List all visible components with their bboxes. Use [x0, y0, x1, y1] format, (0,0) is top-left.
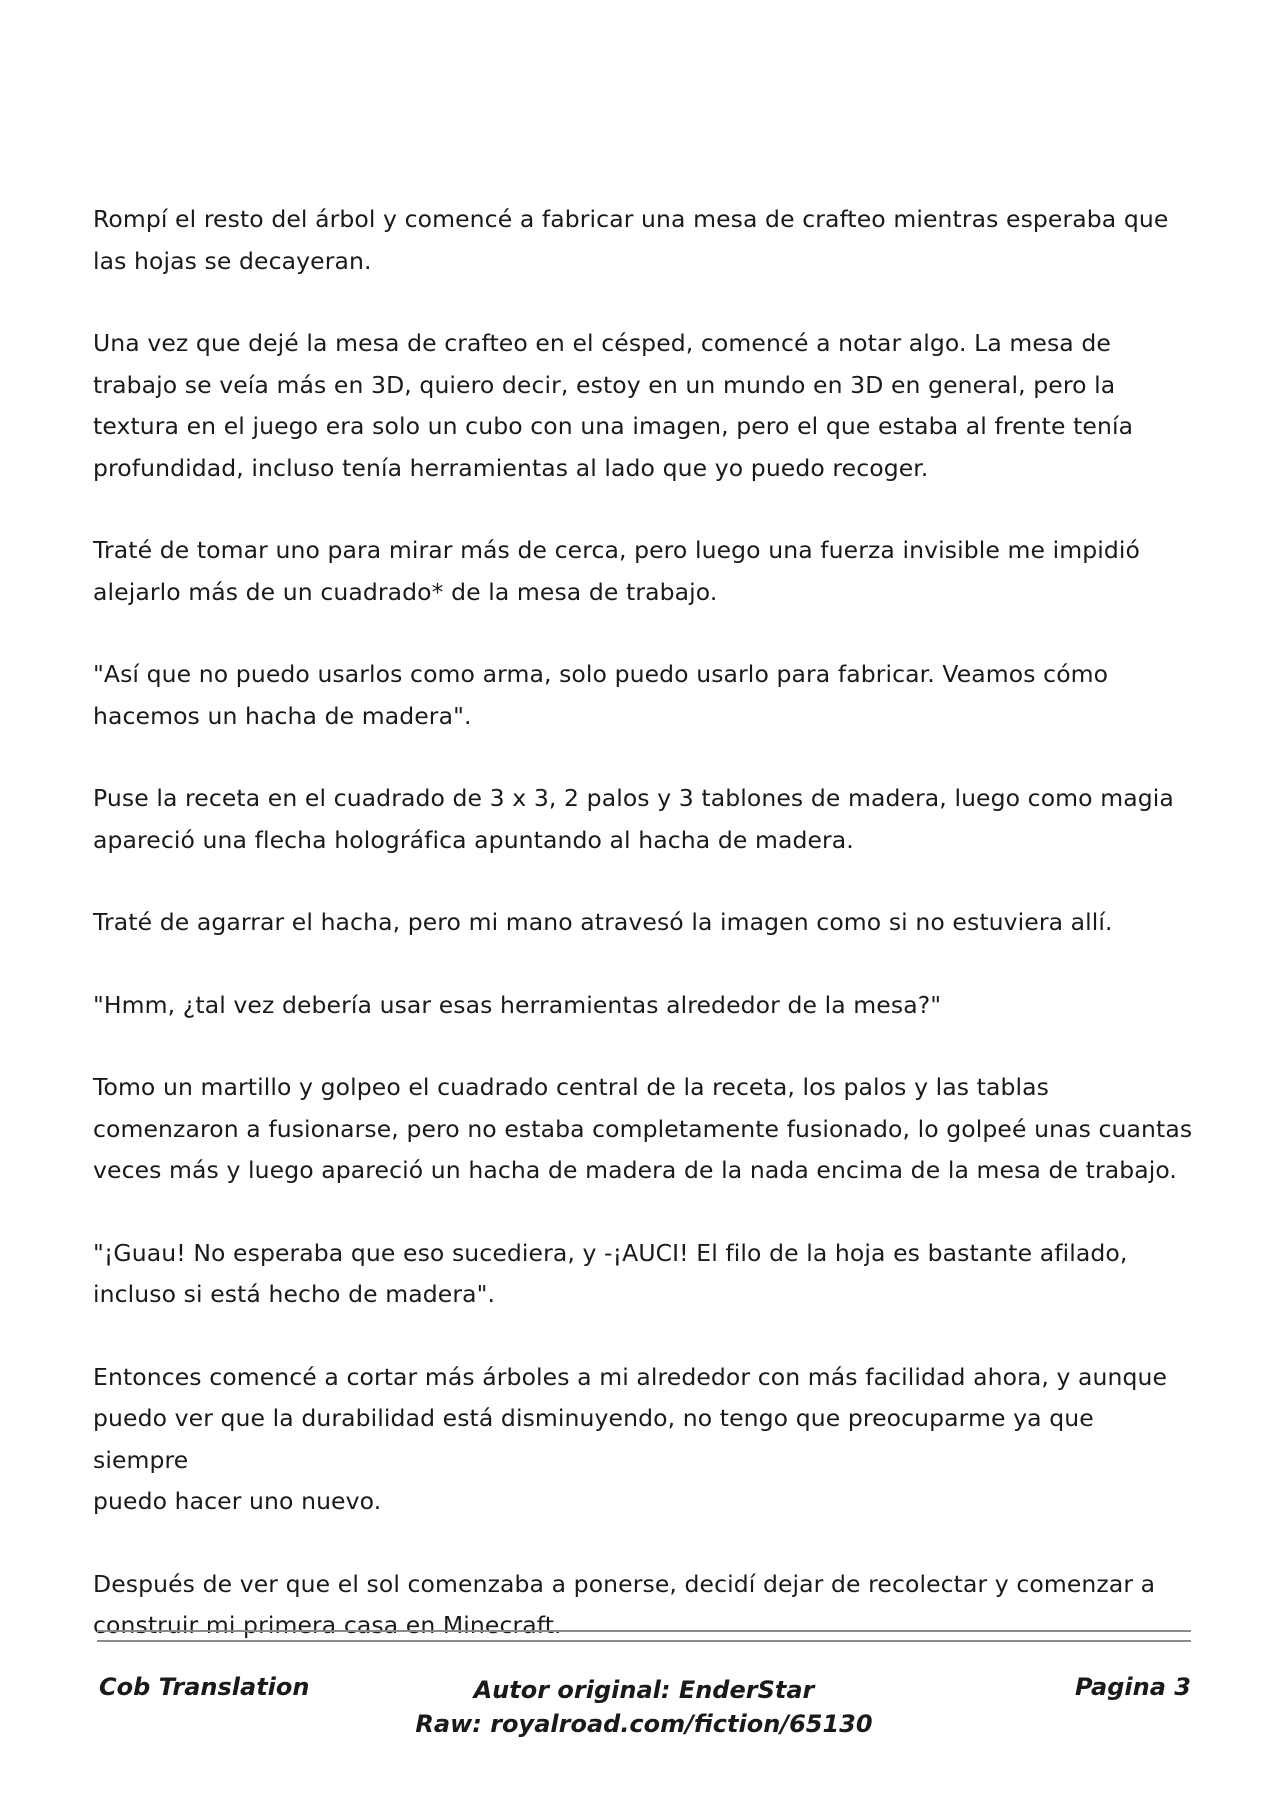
paragraph-10: Entonces comencé a cortar más árboles a mi alrededor con más facilidad ahora, y aunque puedo ver que la durabilidad está disminuyendo, no tengo que preocuparme ya que siempre puedo hacer uno nuevo. — [93, 1362, 1168, 1515]
paragraph-5: Puse la receta en el cuadrado de 3 x 3, 2 palos y 3 tablones de madera, luego como magia apareció una flecha holográfica apuntando al hacha de madera. — [93, 784, 1174, 854]
paragraph-2: Una vez que dejé la mesa de crafteo en el césped, comencé a notar algo. La mesa de trabajo se veía más en 3D, quiero decir, estoy en un mundo en 3D en general, pero la textura en el juego era solo un cubo con una imagen, pero el que estaba al frente tenía profundidad, incluso tenía herramientas al lado que yo puedo recoger. — [93, 329, 1134, 482]
paragraph-4: "Así que no puedo usarlos como arma, solo puedo usarlo para fabricar. Veamos cómo hacemos un hacha de madera". — [93, 660, 1109, 730]
footer-translator: Cob Translation — [99, 1673, 310, 1701]
paragraph-6: Traté de agarrar el hacha, pero mi mano atravesó la imagen como si no estuviera allí. — [93, 908, 1113, 936]
paragraph-3: Traté de tomar uno para mirar más de cerca, pero luego una fuerza invisible me impidió alejarlo más de un cuadrado* de la mesa de trabajo. — [93, 536, 1140, 606]
footer-rule-top — [97, 1630, 1191, 1632]
footer-divider — [97, 1630, 1191, 1642]
footer-rule-bottom — [97, 1640, 1191, 1642]
paragraph-8: Tomo un martillo y golpeo el cuadrado central de la receta, los palos y las tablas comenzaron a fusionarse, pero no estaba completamente fusionado, lo golpeé unas cuantas veces más y luego apareció un hacha de madera de la nada encima de la mesa de trabajo. — [93, 1073, 1193, 1184]
footer-credits — [97, 1673, 1191, 1741]
paragraph-7: "Hmm, ¿tal vez debería usar esas herramientas alrededor de la mesa?" — [93, 990, 942, 1019]
page-footer — [97, 1673, 1191, 1753]
page-number: Pagina 3 — [1075, 1673, 1191, 1701]
paragraph-11: Después de ver que el sol comenzaba a ponerse, decidí dejar de recolectar y comenzar a construir mi primera casa en Minecraft. — [93, 1569, 1156, 1639]
document-body — [93, 199, 1193, 1688]
paragraph-9: "¡Guau! No esperaba que eso sucediera, y -¡AUCI! El filo de la hoja es bastante afilado, incluso si está hecho de madera". — [93, 1238, 1128, 1308]
paragraph-1: Rompí el resto del árbol y comencé a fabricar una mesa de crafteo mientras esperaba que las hojas se decayeran. — [93, 205, 1169, 275]
footer-author: Autor original: EnderStar — [473, 1676, 815, 1704]
footer-raw-source: Raw: royalroad.com/fiction/65130 — [415, 1710, 873, 1738]
